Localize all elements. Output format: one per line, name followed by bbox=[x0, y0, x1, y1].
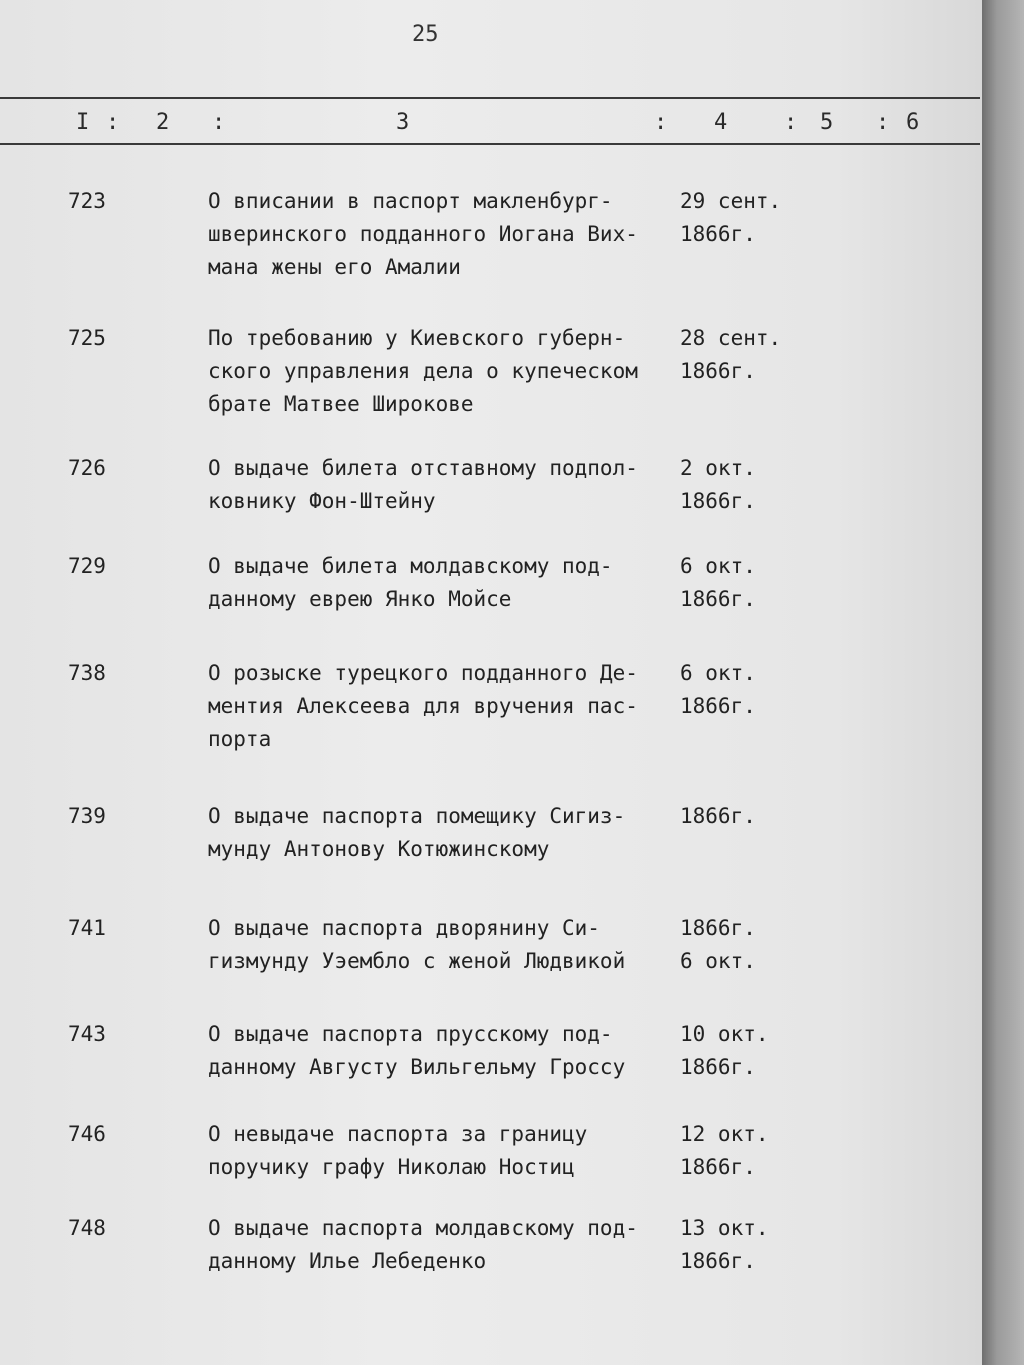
entry-description bbox=[208, 322, 678, 421]
header-bottom-rule bbox=[0, 143, 980, 145]
entry-date-line: 1866г. bbox=[680, 587, 756, 611]
entry-description-line: О выдаче паспорта прусскому под- bbox=[208, 1022, 613, 1046]
entry-date bbox=[680, 657, 756, 723]
entry-number: 748 bbox=[68, 1216, 106, 1240]
entry-description bbox=[208, 912, 678, 978]
entry-date-line: 1866г. bbox=[680, 222, 756, 246]
entry-description-line: ского управления дела о купеческом bbox=[208, 359, 638, 383]
entry-description bbox=[208, 185, 678, 284]
entry-number: 738 bbox=[68, 661, 106, 685]
entry-description-line: О выдаче паспорта помещику Сигиз- bbox=[208, 804, 626, 828]
entry-description-line: О выдаче паспорта дворянину Си- bbox=[208, 916, 600, 940]
entry-date bbox=[680, 1212, 769, 1278]
entry-date-line: 1866г. bbox=[680, 1249, 756, 1273]
entry-date-line: 13 окт. bbox=[680, 1216, 769, 1240]
entry-description bbox=[208, 452, 678, 518]
entry-description-line: брате Матвее Широкове bbox=[208, 392, 474, 416]
entry-number: 729 bbox=[68, 554, 106, 578]
entry-date-line: 28 сент. bbox=[680, 326, 782, 350]
entry-date bbox=[680, 800, 756, 833]
entry-description-line: поручику графу Николаю Ностиц bbox=[208, 1155, 575, 1179]
column-separator: : bbox=[212, 110, 226, 135]
entry-description bbox=[208, 1118, 678, 1184]
entry-number: 743 bbox=[68, 1022, 106, 1046]
entry-number: 739 bbox=[68, 804, 106, 828]
entry-description-line: О вписании в паспорт макленбург- bbox=[208, 189, 613, 213]
header-top-rule bbox=[0, 97, 980, 99]
entry-date-line: 1866г. bbox=[680, 1155, 756, 1179]
entry-description-line: данному Илье Лебеденко bbox=[208, 1249, 487, 1273]
entry-description-line: порта bbox=[208, 727, 272, 751]
entry-date-line: 29 сент. bbox=[680, 189, 782, 213]
entry-description-line: данному еврею Янко Мойсе bbox=[208, 587, 512, 611]
entry-date-line: 1866г. bbox=[680, 489, 756, 513]
entry-description bbox=[208, 800, 678, 866]
entry-description-line: мунду Антонову Котюжинскому bbox=[208, 837, 550, 861]
entry-date bbox=[680, 1118, 769, 1184]
entry-date-line: 6 окт. bbox=[680, 949, 756, 973]
entry-number: 725 bbox=[68, 326, 106, 350]
entry-date-line: 1866г. bbox=[680, 916, 756, 940]
entry-description bbox=[208, 1212, 678, 1278]
column-header-3: 3 bbox=[396, 110, 410, 135]
column-separator: : bbox=[654, 110, 668, 135]
column-header-5: 5 bbox=[820, 110, 834, 135]
column-header-6: 6 bbox=[906, 110, 920, 135]
column-separator: : bbox=[106, 110, 120, 135]
column-header-1: I bbox=[76, 110, 90, 135]
entry-description-line: мана жены его Амалии bbox=[208, 255, 461, 279]
entry-description bbox=[208, 657, 678, 756]
entry-date-line: 6 окт. bbox=[680, 554, 756, 578]
entry-date bbox=[680, 912, 756, 978]
entry-date bbox=[680, 185, 781, 251]
entry-description bbox=[208, 550, 678, 616]
entry-date-line: 1866г. bbox=[680, 1055, 756, 1079]
entry-date-line: 2 окт. bbox=[680, 456, 756, 480]
entry-description-line: гизмунду Уэембло с женой Людвикой bbox=[208, 949, 626, 973]
entry-description-line: О выдаче паспорта молдавскому под- bbox=[208, 1216, 638, 1240]
column-separator: : bbox=[876, 110, 890, 135]
column-separator: : bbox=[784, 110, 798, 135]
entry-date bbox=[680, 452, 756, 518]
entry-description-line: О выдаче билета отставному подпол- bbox=[208, 456, 638, 480]
entry-number: 723 bbox=[68, 189, 106, 213]
entry-description-line: ковнику Фон-Штейну bbox=[208, 489, 436, 513]
entry-number: 746 bbox=[68, 1122, 106, 1146]
entry-description-line: ментия Алексеева для вручения пас- bbox=[208, 694, 638, 718]
column-header-row bbox=[0, 104, 980, 140]
entry-date-line: 1866г. bbox=[680, 359, 756, 383]
entry-description bbox=[208, 1018, 678, 1084]
column-header-2: 2 bbox=[156, 110, 170, 135]
entry-number: 741 bbox=[68, 916, 106, 940]
entry-description-line: О выдаче билета молдавскому под- bbox=[208, 554, 613, 578]
entry-date bbox=[680, 322, 781, 388]
entry-date-line: 1866г. bbox=[680, 804, 756, 828]
entry-date-line: 10 окт. bbox=[680, 1022, 769, 1046]
entry-date-line: 1866г. bbox=[680, 694, 756, 718]
entry-description-line: О невыдаче паспорта за границу bbox=[208, 1122, 588, 1146]
entry-date bbox=[680, 550, 756, 616]
entry-date-line: 12 окт. bbox=[680, 1122, 769, 1146]
column-header-4: 4 bbox=[714, 110, 728, 135]
entry-description-line: шверинского подданного Иогана Вих- bbox=[208, 222, 638, 246]
page-edge-shadow bbox=[982, 0, 1024, 1365]
entry-description-line: О розыске турецкого подданного Де- bbox=[208, 661, 638, 685]
entry-description-line: По требованию у Киевского губерн- bbox=[208, 326, 626, 350]
entry-number: 726 bbox=[68, 456, 106, 480]
page-number: 25 bbox=[412, 22, 439, 47]
entry-description-line: данному Августу Вильгельму Гроссу bbox=[208, 1055, 626, 1079]
entry-date-line: 6 окт. bbox=[680, 661, 756, 685]
entry-date bbox=[680, 1018, 769, 1084]
